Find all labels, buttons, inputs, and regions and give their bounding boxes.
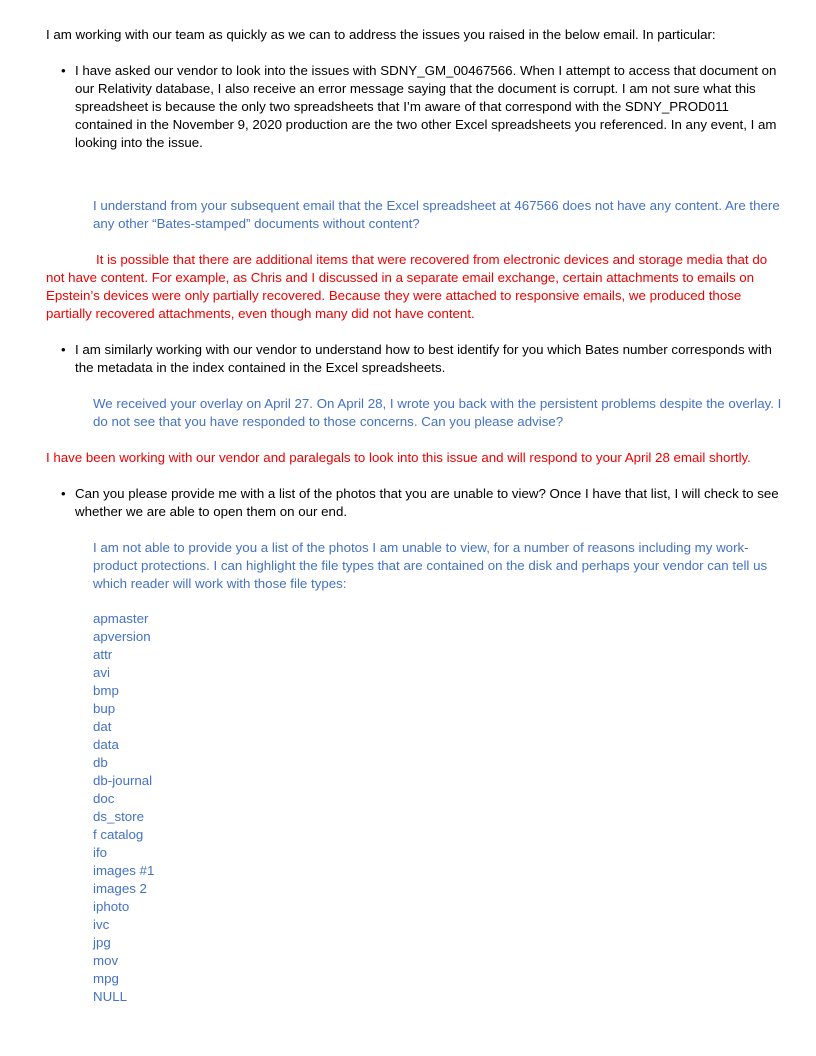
file-type-item: iphoto <box>93 899 130 914</box>
file-type-item: bmp <box>93 683 119 698</box>
file-type-list <box>93 610 154 1006</box>
file-type-item: images 2 <box>93 881 147 896</box>
file-type-item: attr <box>93 647 113 662</box>
file-type-item: data <box>93 737 119 752</box>
bullet-icon: • <box>61 63 66 78</box>
reply-paragraph-content: I understand from your subsequent email that the Excel spreadsheet at 467566 does not have any content. Are there any other “Bates-stamped” documents without content? <box>93 198 780 231</box>
file-type-item: avi <box>93 665 110 680</box>
intro-paragraph: I am working with our team as quickly as we can to address the issues you raised in the below email. In particular: <box>46 27 716 42</box>
file-type-item: db-journal <box>93 773 153 788</box>
bullet-text: I am similarly working with our vendor to understand how to best identify for you which Bates number corresponds with the metadata in the index contained in the Excel spreadsheets. <box>75 342 772 375</box>
bullet-icon: • <box>61 342 66 357</box>
file-type-item: jpg <box>93 935 111 950</box>
file-type-item: apmaster <box>93 611 149 626</box>
file-type-item: ivc <box>93 917 110 932</box>
reply-paragraph-overlay: We received your overlay on April 27. On April 28, I wrote you back with the persistent problems despite the overlay. I do not see that you have responded to those concerns. Can you please advise? <box>93 396 782 429</box>
bullet-item-vendor-issue <box>61 62 787 152</box>
file-type-item: images #1 <box>93 863 155 878</box>
bullet-text: Can you please provide me with a list of the photos that you are unable to view? Once I have that list, I will check to see whether we are able to open them on our end. <box>75 486 779 519</box>
bullet-icon: • <box>61 486 66 501</box>
file-type-item: NULL <box>93 989 127 1004</box>
file-type-item: mov <box>93 953 119 968</box>
bullet-item-photo-list <box>61 485 787 521</box>
file-type-item: db <box>93 755 108 770</box>
bullet-text: I have asked our vendor to look into the issues with SDNY_GM_00467566. When I attempt to access that document on our Relativity database, I also receive an error message saying that the document is corrupt. I am not sure what this spreadsheet is because the only two spreadsheets that I’m aware of that correspond with the SDNY_PROD011 contained in the November 9, 2020 production are the two other Excel spreadsheets you referenced. In any event, I am looking into the issue. <box>75 63 777 150</box>
file-type-item: apversion <box>93 629 151 644</box>
bullet-item-bates-metadata <box>61 341 787 377</box>
file-type-item: doc <box>93 791 115 806</box>
file-type-item: bup <box>93 701 116 716</box>
response-paragraph-overlay: I have been working with our vendor and paralegals to look into this issue and will respond to your April 28 email shortly. <box>46 450 751 465</box>
reply-paragraph-photos: I am not able to provide you a list of the photos I am unable to view, for a number of reasons including my work-product protections. I can highlight the file types that are contained on the disk and perhaps your vendor can tell us which reader will work with those file types: <box>93 540 768 591</box>
file-type-item: dat <box>93 719 112 734</box>
response-paragraph-content: It is possible that there are additional items that were recovered from electronic devices and storage media that do not have content. For example, as Chris and I discussed in a separate email exchange, certain attachments to emails on Epstein’s devices were only partially recovered. Because they were attached to responsive emails, we produced those partially recovered attachments, even though many did not have content. <box>46 252 768 321</box>
file-type-item: ifo <box>93 845 108 860</box>
file-type-item: mpg <box>93 971 119 986</box>
file-type-item: ds_store <box>93 809 144 824</box>
file-type-item: f catalog <box>93 827 144 842</box>
